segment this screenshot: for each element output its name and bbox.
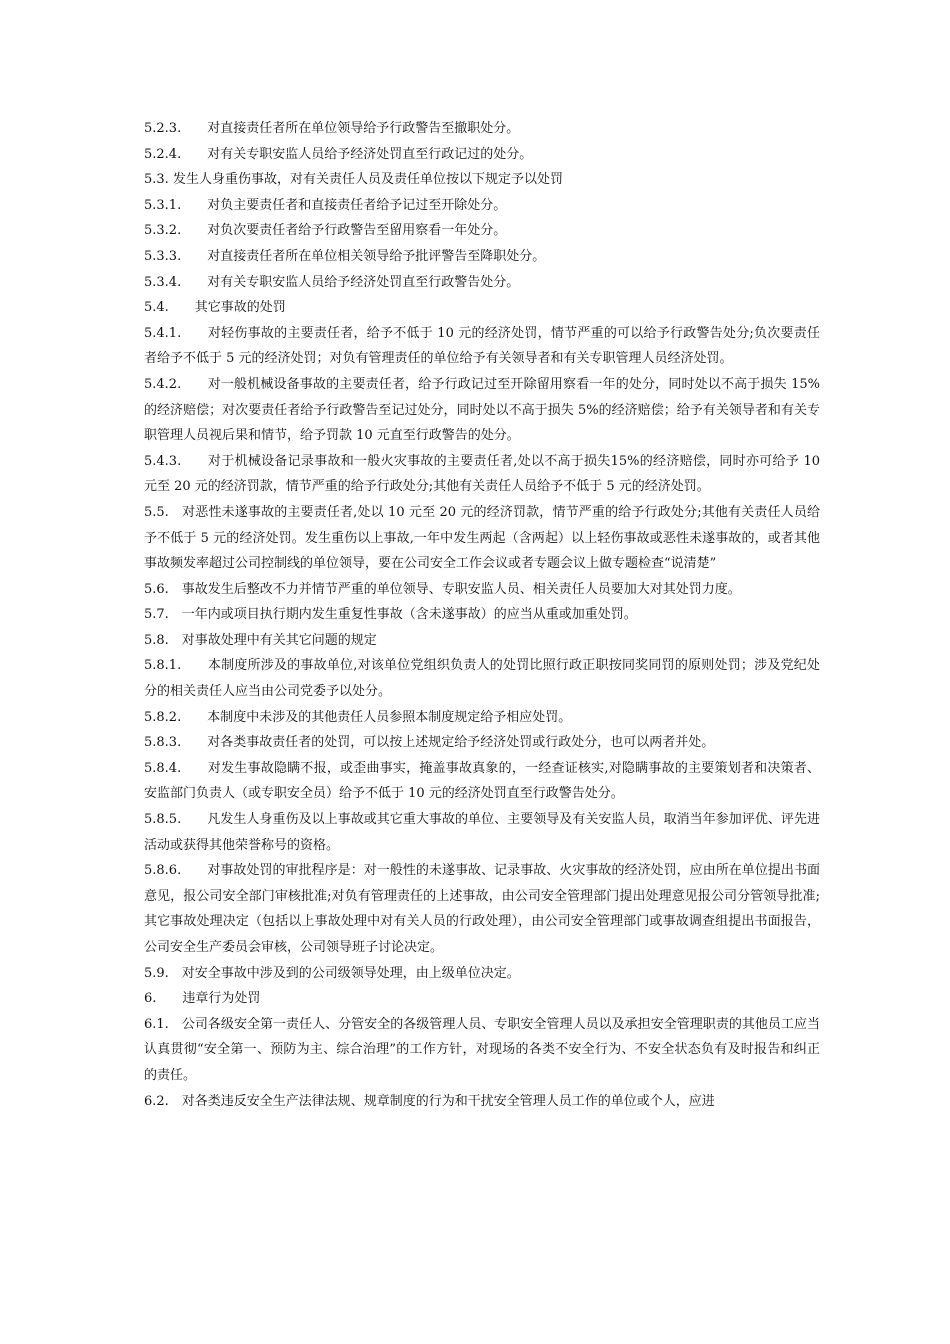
clause-5-8-1: 5.8.1. 本制度所涉及的事故单位,对该单位党组织负责人的处罚比照行政正职按同奖同罚的原则处罚；涉及党纪处分的相关责任人应当由公司党委予以处分。 bbox=[144, 658, 820, 700]
clause-5-8-4: 5.8.4. 对发生事故隐瞒不报，或歪曲事实，掩盖事故真象的，一经查证核实,对隐瞒事故的主要策划者和决策者、安监部门负责人（或专职安全员）给予不低于 10 元的经济处罚直至行政警告处分。 bbox=[144, 760, 820, 802]
clause-5-8-2: 5.8.2. 本制度中未涉及的其他责任人员参照本制度规定给予相应处罚。 bbox=[144, 709, 572, 725]
clause-5-6: 5.6. 事故发生后整改不力并情节严重的单位领导、专职安监人员、相关责任人员要加大对其处罚力度。 bbox=[144, 581, 741, 597]
clause-5-8: 5.8. 对事故处理中有关其它问题的规定 bbox=[144, 632, 377, 648]
clause-5-3-4: 5.3.4. 对有关专职安监人员给予经济处罚直至行政警告处分。 bbox=[144, 274, 520, 290]
clause-5-3: 5.3. 发生人身重伤事故，对有关责任人员及责任单位按以下规定予以处罚 bbox=[144, 172, 563, 188]
clause-6-2: 6.2. 对各类违反安全生产法律法规、规章制度的行为和干扰安全管理人员工作的单位或个人，应进 bbox=[144, 1093, 715, 1109]
clause-5-8-6: 5.8.6. 对事故处罚的审批程序是：对一般性的未遂事故、记录事故、火灾事故的经济处罚，应由所在单位提出书面意见，报公司安全部门审核批准;对负有管理责任的上述事故，由公司安全管理部门提出处理意见报公司分管领导批准;其它事故处理决定（包括以上事故处理中对有关人员的行政处理），由公司安全管理部门或事故调查组提出书面报告，公司安全生产委员会审核，公司领导班子讨论决定。 bbox=[144, 863, 820, 955]
clause-5-8-5: 5.8.5. 凡发生人身重伤及以上事故或其它重大事故的单位、主要领导及有关安监人员，取消当年参加评优、评先进活动或获得其他荣誉称号的资格。 bbox=[144, 812, 820, 853]
document-body bbox=[144, 116, 820, 1114]
clause-5-2-4: 5.2.4. 对有关专职安监人员给予经济处罚直至行政记过的处分。 bbox=[144, 146, 533, 162]
clause-5-2-3: 5.2.3. 对直接责任者所在单位领导给予行政警告至撤职处分。 bbox=[144, 121, 520, 136]
clause-5-4: 5.4. 其它事故的处罚 bbox=[144, 300, 286, 316]
clause-6-1: 6.1. 公司各级安全第一责任人、分管安全的各级管理人员、专职安全管理人员以及承担安全管理职责的其他员工应当认真贯彻“安全第一、预防为主、综合治理”的工作方针，对现场的各类不安全行为、不安全状态负有及时报告和纠正的责任。 bbox=[144, 1016, 820, 1083]
clause-5-8-3: 5.8.3. 对各类事故责任者的处罚，可以按上述规定给予经济处罚或行政处分，也可以两者并处。 bbox=[144, 735, 715, 751]
clause-5-3-2: 5.3.2. 对负次要责任者给予行政警告至留用察看一年处分。 bbox=[144, 223, 507, 239]
clause-5-5: 5.5. 对恶性未遂事故的主要责任者,处以 10 元至 20 元的经济罚款，情节严重的给予行政处分;其他有关责任人员给予不低于 5 元的经济处罚。发生重伤以上事故,一年中发生两起（含两起）以上轻伤事故或恶性未遂事故的，或者其他事故频发率超过公司控制线的单位领导，要在公司安全工作会议或者专题会议上做专题检查“说清楚” bbox=[144, 504, 820, 572]
clause-5-4-2: 5.4.2. 对一般机械设备事故的主要责任者，给予行政记过至开除留用察看一年的处分，同时处以不高于损失 15%的经济赔偿；对次要责任者给予行政警告至记过处分，同时处以不高于损失 5%的经济赔偿；给予有关领导者和有关专职管理人员视后果和情节，给予罚款 10 元直至行政警告的处分。 bbox=[144, 376, 820, 444]
clause-5-9: 5.9. 对安全事故中涉及到的公司级领导处理，由上级单位决定。 bbox=[144, 965, 520, 981]
clause-5-4-1: 5.4.1. 对轻伤事故的主要责任者，给予不低于 10 元的经济处罚，情节严重的可以给予行政警告处分;负次要责任者给予不低于 5 元的经济处罚；对负有管理责任的单位给予有关领导者和有关专职管理人员经济处罚。 bbox=[144, 325, 820, 367]
clause-5-3-1: 5.3.1. 对负主要责任者和直接责任者给予记过至开除处分。 bbox=[144, 197, 507, 213]
clause-5-7: 5.7. 一年内或项目执行期内发生重复性事故（含未遂事故）的应当从重或加重处罚。 bbox=[144, 607, 637, 623]
section-6-heading: 6. 违章行为处罚 bbox=[144, 991, 261, 1007]
clause-5-3-3: 5.3.3. 对直接责任者所在单位相关领导给予批评警告至降职处分。 bbox=[144, 248, 546, 264]
clause-5-4-3: 5.4.3. 对于机械设备记录事故和一般火灾事故的主要责任者,处以不高于损失15%的经济赔偿，同时亦可给予 10 元至 20 元的经济罚款，情节严重的给予行政处分;其他有关责任人员给予不低于 5 元的经济处罚。 bbox=[144, 453, 820, 495]
